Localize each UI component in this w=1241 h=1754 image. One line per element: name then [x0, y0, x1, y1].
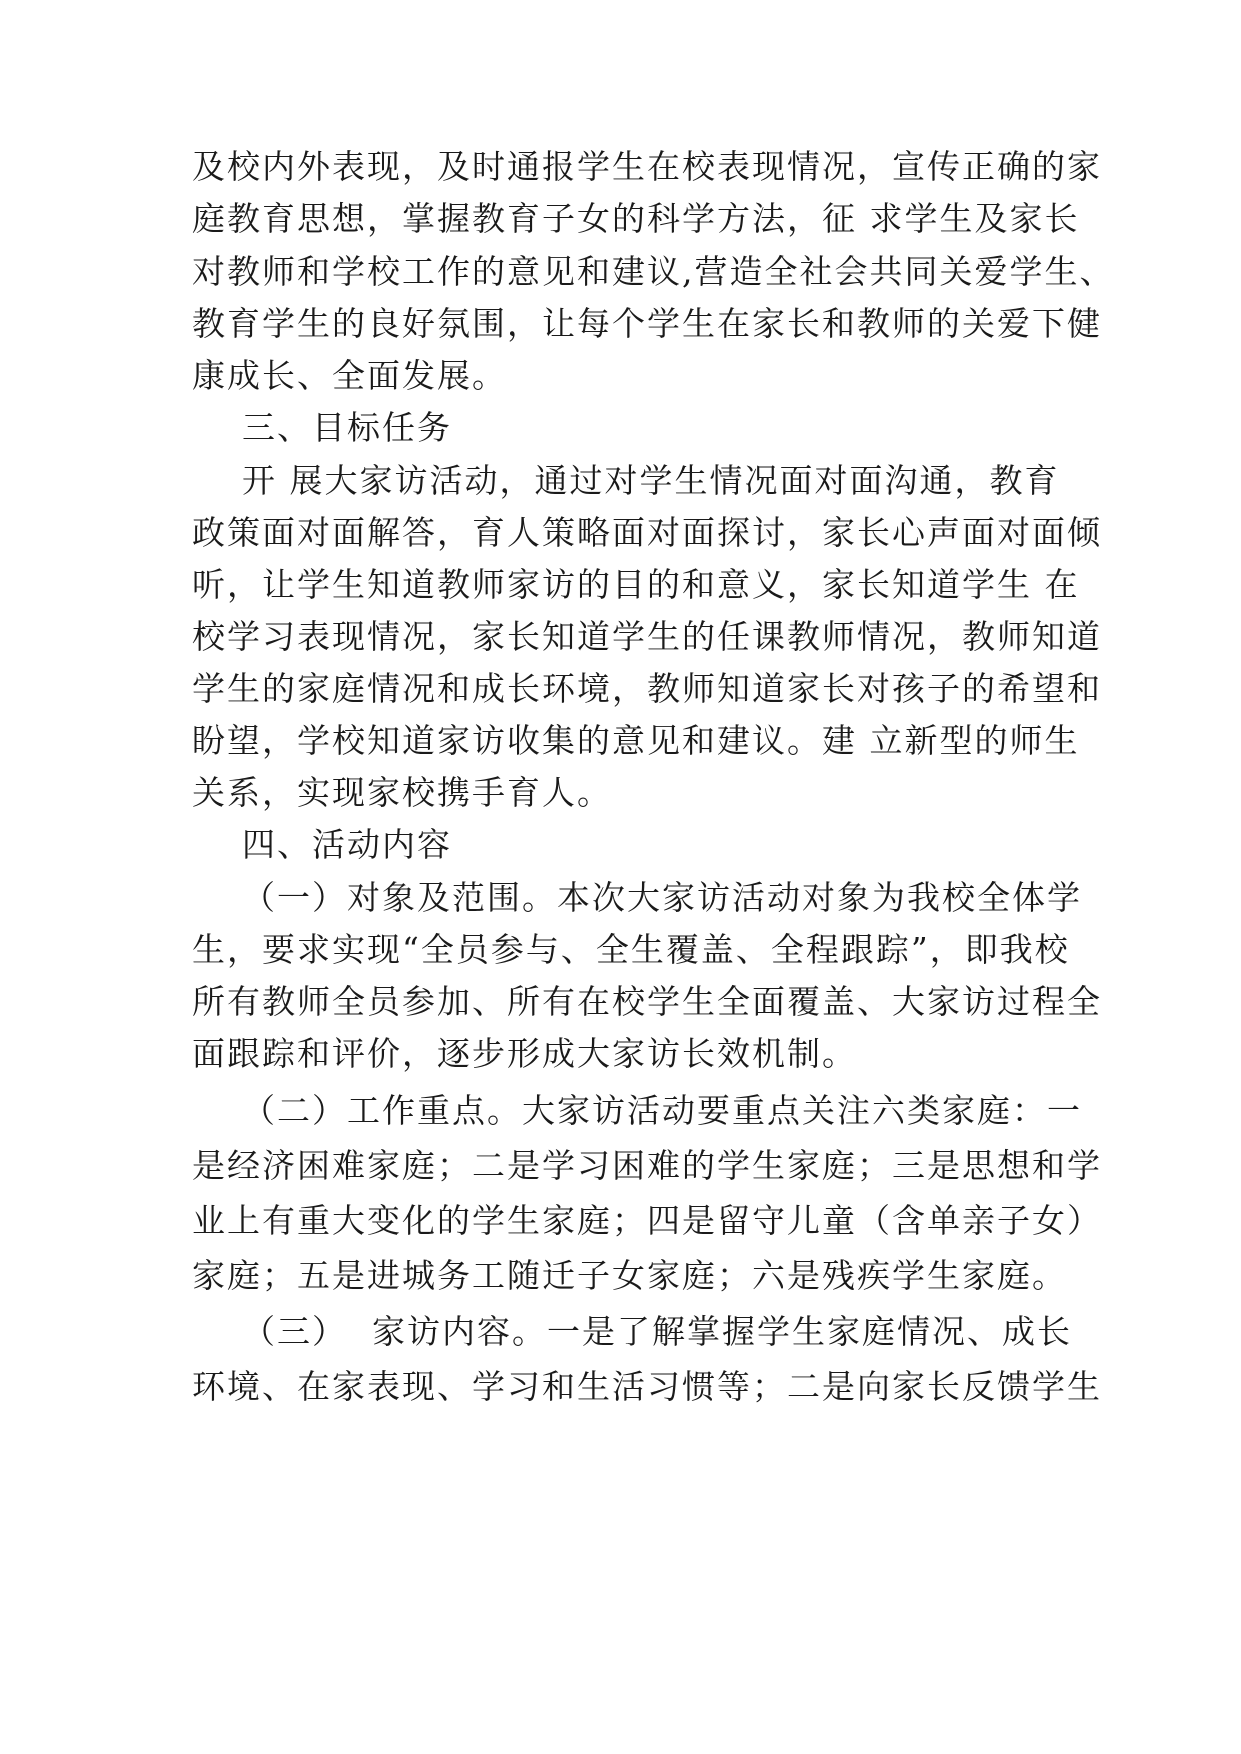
text-line: 生，要求实现“全员参与、全生覆盖、全程跟踪”，即我校 — [192, 930, 1070, 969]
text-line: 业上有重大变化的学生家庭；四是留守儿童（含单亲子女） — [192, 1201, 1102, 1240]
text-line: 关系，实现家校携手育人。 — [192, 773, 612, 812]
text-line: 对教师和学校工作的意见和建议,营造全社会共同关爱学生、 — [192, 252, 1115, 291]
text-line: 校学习表现情况，家长知道学生的任课教师情况，教师知道 — [192, 617, 1102, 656]
text-line: 庭教育思想，掌握教育子女的科学方法，征 求学生及家长 — [192, 199, 1080, 238]
text-line: 所有教师全员参加、所有在校学生全面覆盖、大家访过程全 — [192, 982, 1102, 1021]
text-line: 康成长、全面发展。 — [192, 356, 507, 395]
text-line: 环境、在家表现、学习和生活习惯等；二是向家长反馈学生 — [192, 1367, 1102, 1406]
text-line: 开 展大家访活动，通过对学生情况面对面沟通，教育 — [192, 461, 1060, 500]
text-line: 面跟踪和评价，逐步形成大家访长效机制。 — [192, 1034, 857, 1073]
text-line: 教育学生的良好氛围，让每个学生在家长和教师的关爱下健 — [192, 304, 1102, 343]
text-line: 学生的家庭情况和成长环境，教师知道家长对孩子的希望和 — [192, 669, 1102, 708]
text-line: 是经济困难家庭；二是学习困难的学生家庭；三是思想和学 — [192, 1146, 1102, 1185]
text-line: 听，让学生知道教师家访的目的和意义，家长知道学生 在 — [192, 565, 1080, 604]
text-line: 家庭；五是进城务工随迁子女家庭；六是残疾学生家庭。 — [192, 1256, 1067, 1295]
text-line: （一）对象及范围。本次大家访活动对象为我校全体学 — [192, 878, 1082, 917]
text-line: 政策面对面解答，育人策略面对面探讨，家长心声面对面倾 — [192, 513, 1102, 552]
section-heading: 四、活动内容 — [192, 825, 452, 864]
text-line: （三） 家访内容。一是了解掌握学生家庭情况、成长 — [192, 1312, 1072, 1351]
text-line: 盼望，学校知道家访收集的意见和建议。建 立新型的师生 — [192, 721, 1080, 760]
section-heading: 三、目标任务 — [192, 408, 452, 447]
text-line: （二）工作重点。大家访活动要重点关注六类家庭：一 — [192, 1091, 1082, 1130]
text-line: 及校内外表现，及时通报学生在校表现情况，宣传正确的家 — [192, 147, 1102, 186]
